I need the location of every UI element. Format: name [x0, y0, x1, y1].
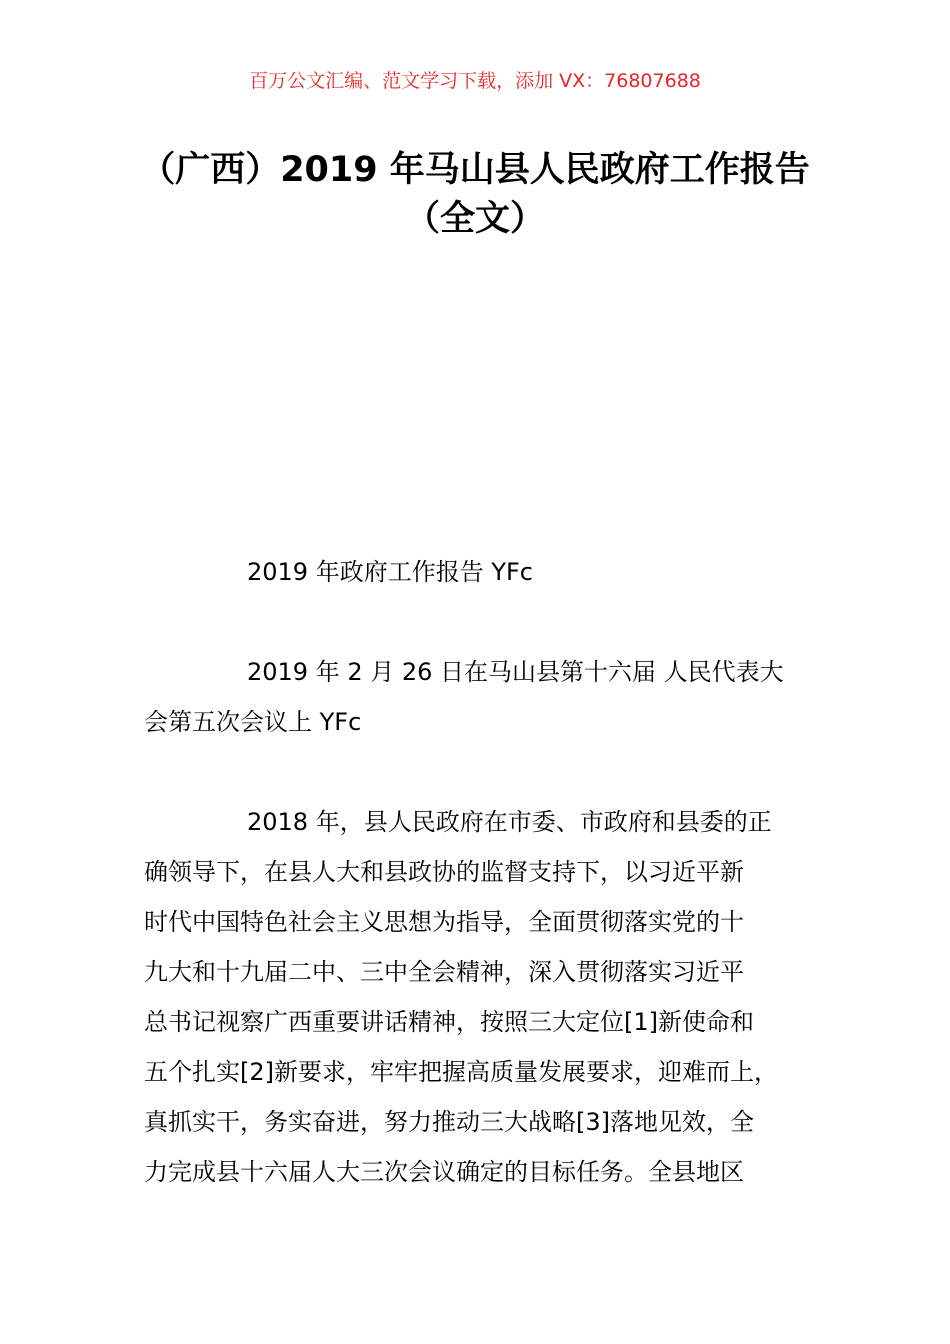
paragraph-1	[144, 547, 834, 597]
paragraph-2	[144, 647, 834, 747]
text-line: 会第五次会议上 YFc	[144, 708, 362, 736]
text-line: 真抓实干，务实奋进，努力推动三大战略[3]落地见效，全	[144, 1108, 754, 1136]
paragraph-3	[144, 797, 834, 1197]
text-line: 2019 年政府工作报告 YFc	[247, 558, 533, 586]
text-line: 2018 年，县人民政府在市委、市政府和县委的正	[247, 808, 772, 836]
title-line-2: （全文）	[404, 199, 545, 239]
text-line: 九大和十九届二中、三中全会精神，深入贯彻落实习近平	[144, 958, 744, 986]
text-line: 五个扎实[2]新要求，牢牢把握高质量发展要求，迎难而上，	[144, 1058, 778, 1086]
document-title	[0, 146, 950, 244]
text-line: 时代中国特色社会主义思想为指导，全面贯彻落实党的十	[144, 908, 744, 936]
watermark-header: 百万公文汇编、范文学习下载，添加 VX：76807688	[249, 70, 701, 92]
text-line: 力完成县十六届人大三次会议确定的目标任务。全县地区	[144, 1158, 744, 1186]
text-line: 2019 年 2 月 26 日在马山县第十六届 人民代表大	[247, 658, 784, 686]
text-line: 总书记视察广西重要讲话精神，按照三大定位[1]新使命和	[144, 1008, 754, 1036]
document-body	[144, 547, 834, 1247]
text-line: 确领导下，在县人大和县政协的监督支持下，以习近平新	[144, 858, 744, 886]
title-line-1: （广西）2019 年马山县人民政府工作报告	[140, 150, 810, 190]
